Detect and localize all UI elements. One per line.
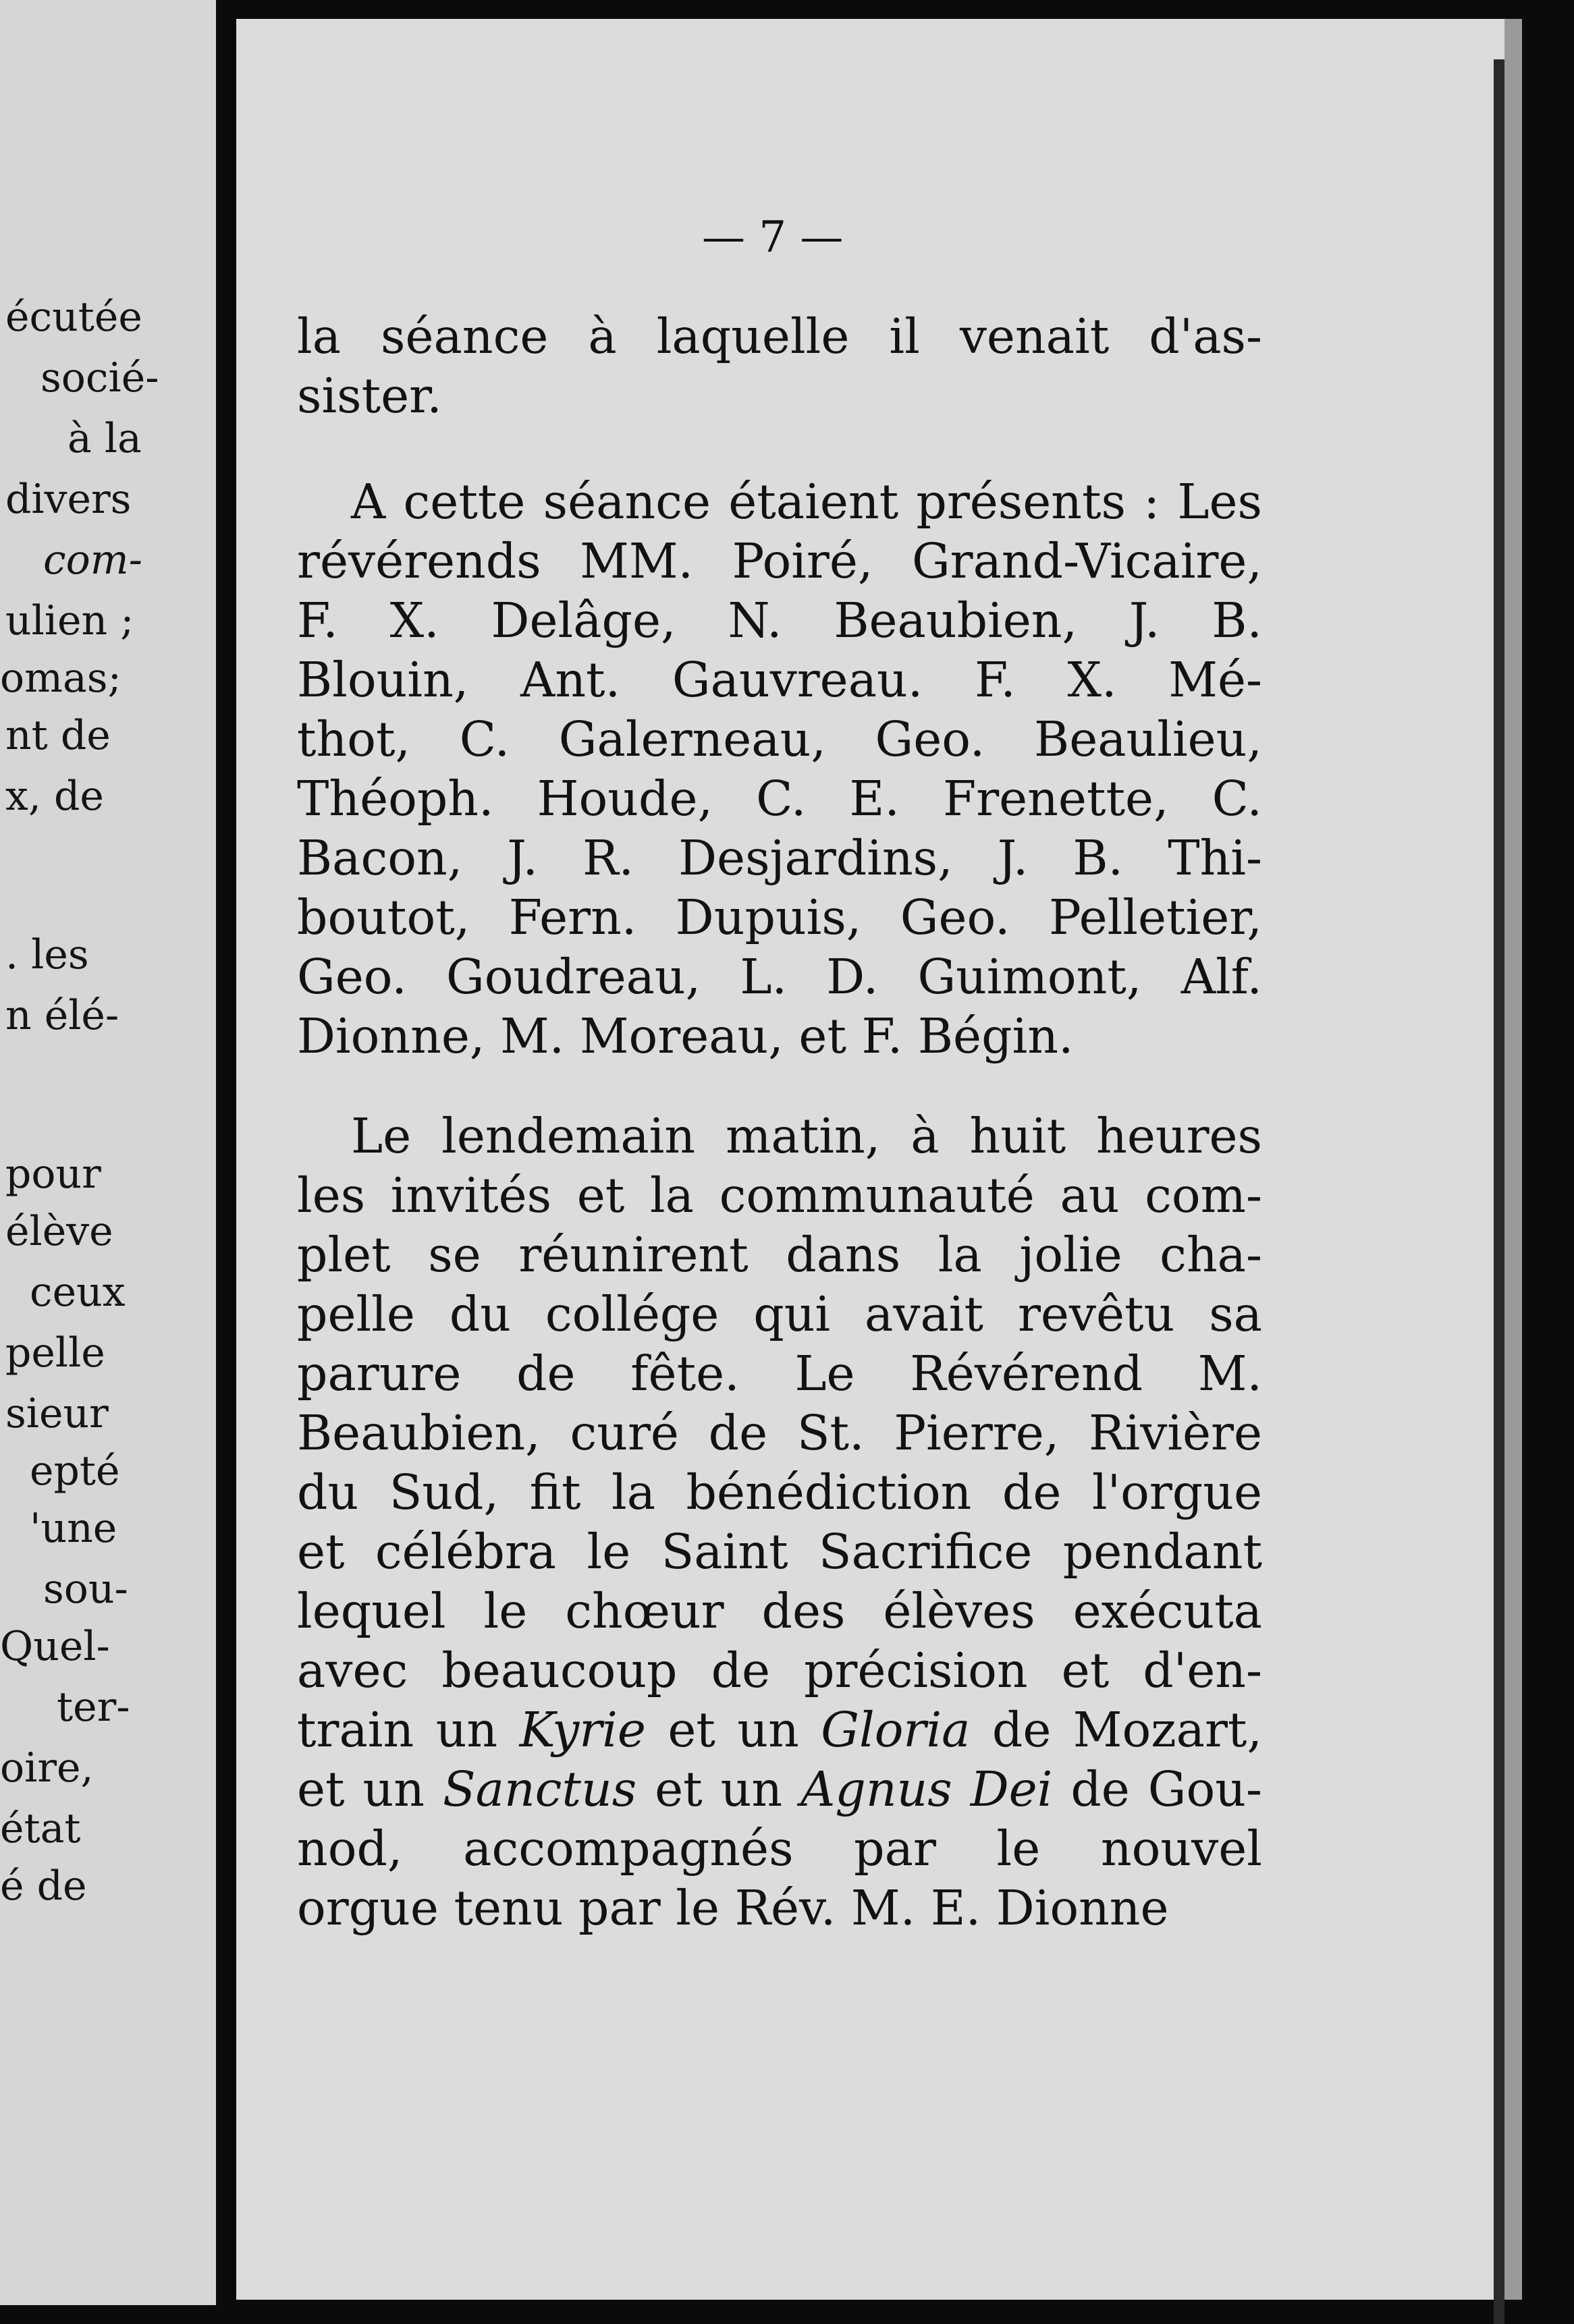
text-line: lequel le chœur des élèves exécuta <box>297 1583 1262 1639</box>
left-line: sou- <box>43 1566 128 1613</box>
left-line: ceux <box>30 1269 126 1316</box>
paragraph-1 <box>297 307 1262 426</box>
left-line: élève <box>5 1208 113 1255</box>
left-line: com- <box>43 536 142 584</box>
text-run: et un <box>645 1702 821 1758</box>
italic-sanctus: Sanctus <box>442 1761 637 1817</box>
text-line: Le lendemain matin, à huit heures <box>351 1108 1262 1164</box>
italic-gloria: Gloria <box>821 1702 971 1758</box>
text-line-sanctus-agnus <box>297 1760 1262 1819</box>
text-line: Blouin, Ant. Gauvreau. F. X. Mé- <box>297 652 1262 708</box>
text-line: boutot, Fern. Dupuis, Geo. Pelletier, <box>297 889 1262 945</box>
text-line: du Sud, fit la bénédiction de l'orgue <box>297 1464 1262 1520</box>
text-line: Dionne, M. Moreau, et F. Bégin. <box>297 1008 1074 1064</box>
text-line: et célébra le Saint Sacrifice pendant <box>297 1524 1262 1580</box>
page-edge <box>1494 59 1504 2324</box>
paragraph-attendees <box>297 472 1262 1066</box>
text-line-kyrie-gloria <box>297 1700 1262 1760</box>
left-line: é de <box>0 1862 87 1910</box>
left-line: nt de <box>5 712 111 759</box>
italic-agnus-dei: Agnus Dei <box>800 1761 1053 1817</box>
left-line: socié- <box>40 354 159 402</box>
text-line: thot, C. Galerneau, Geo. Beaulieu, <box>297 711 1262 767</box>
text-line: A cette séance étaient présents : Les <box>351 474 1262 530</box>
paragraph-ceremony <box>297 1107 1262 1938</box>
left-line: état <box>0 1805 81 1852</box>
left-line: pelle <box>5 1329 105 1377</box>
left-line: omas; <box>0 655 121 702</box>
left-line: ter- <box>57 1684 130 1731</box>
page-number: — 7 — <box>702 213 844 262</box>
text-line: Beaubien, curé de St. Pierre, Rivière <box>297 1405 1262 1461</box>
text-line: parure de fête. Le Révérend M. <box>297 1346 1262 1402</box>
text-line: F. X. Delâge, N. Beaubien, J. B. <box>297 592 1262 648</box>
text-line: orgue tenu par le Rév. M. E. Dionne <box>297 1880 1169 1936</box>
book-gutter <box>216 0 236 2305</box>
left-line: sieur <box>5 1390 109 1437</box>
left-line: . les <box>5 931 89 978</box>
text-run: de Mozart, <box>970 1702 1263 1758</box>
text-line: Théoph. Houde, C. E. Frenette, C. <box>297 771 1262 827</box>
previous-page-fragment <box>0 0 216 2305</box>
text-line: pelle du collége qui avait revêtu sa <box>297 1286 1262 1342</box>
left-line: Quel- <box>0 1623 110 1670</box>
text-line: la séance à laquelle il venait d'as- <box>297 308 1262 364</box>
text-line: les invités et la communauté au com- <box>297 1167 1262 1223</box>
left-line: divers <box>5 476 132 523</box>
text-run: et un <box>297 1761 443 1817</box>
text-line: sister. <box>297 368 442 424</box>
left-line: à la <box>67 415 142 462</box>
text-line: révérends MM. Poiré, Grand-Vicaire, <box>297 533 1262 589</box>
text-run: de Gou- <box>1052 1761 1262 1817</box>
left-line: epté <box>30 1447 120 1495</box>
text-line: avec beaucoup de précision et d'en- <box>297 1642 1262 1698</box>
left-line: x, de <box>5 773 104 820</box>
left-line: n élé- <box>5 992 119 1039</box>
text-line: Geo. Goudreau, L. D. Guimont, Alf. <box>297 949 1262 1005</box>
text-line: nod, accompagnés par le nouvel <box>297 1821 1262 1877</box>
left-line: ulien ; <box>5 597 134 644</box>
text-line: Bacon, J. R. Desjardins, J. B. Thi- <box>297 830 1262 886</box>
text-line: plet se réunirent dans la jolie cha- <box>297 1227 1262 1283</box>
left-line: oire, <box>0 1744 94 1792</box>
text-run: et un <box>636 1761 801 1817</box>
italic-kyrie: Kyrie <box>519 1702 646 1758</box>
left-line: écutée <box>5 294 142 341</box>
left-line: 'une <box>30 1505 117 1552</box>
left-line: pour <box>5 1151 101 1198</box>
text-run: train un <box>297 1702 520 1758</box>
